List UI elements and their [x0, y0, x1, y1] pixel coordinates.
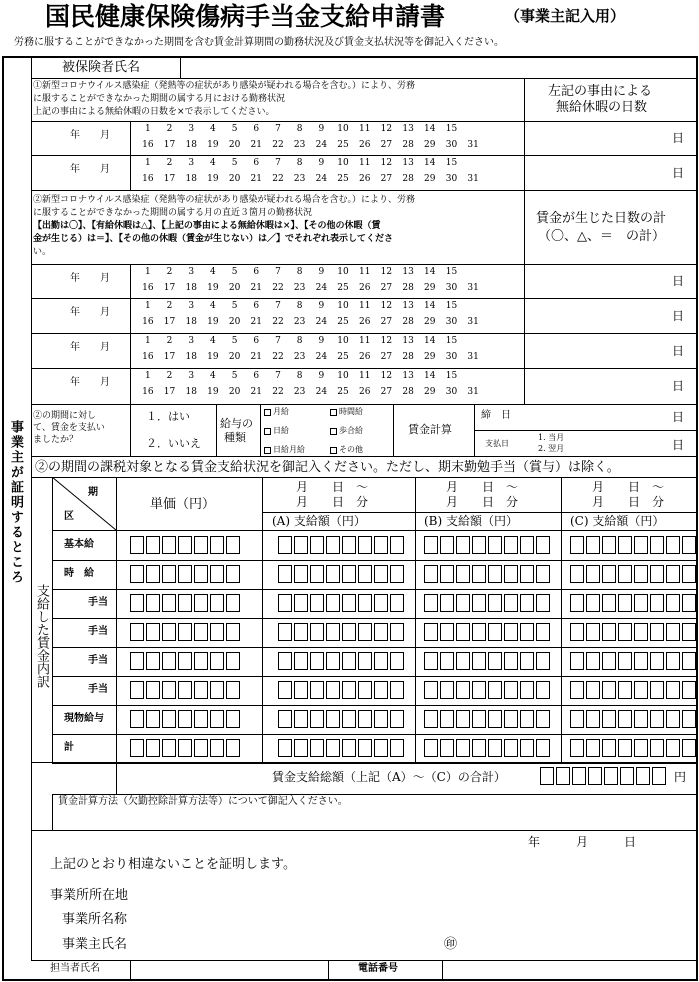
calc-method-label: 賃金計算方法（欠勤控除計算方法等）について御記入ください。: [58, 796, 348, 807]
section2-desc-line5: い。: [33, 247, 52, 257]
amount-boxes[interactable]: [570, 565, 698, 583]
wage-row-label: 手当: [88, 684, 108, 695]
amount-boxes[interactable]: [278, 565, 406, 583]
day-grid-row1[interactable]: 1 2 3 4 5 6 7 8 9 10 11 12 13 14 15: [144, 124, 458, 134]
unit-price-header: 単価（円）: [150, 497, 216, 512]
pay-type-label1: 給与の: [220, 417, 253, 430]
day-grid-row2[interactable]: 16 17 18 19 20 21 22 23 24 25 26 27 28 29 30 31: [142, 283, 479, 293]
day-count-unit: 日: [672, 344, 685, 358]
month-label: 年 月: [70, 164, 110, 175]
day-grid-row2[interactable]: 16 17 18 19 20 21 22 23 24 25 26 27 28 29 30 31: [142, 317, 479, 327]
period-c-from: 月 日 ～: [592, 480, 665, 494]
wage-row-label: 時 給: [64, 568, 94, 579]
col-c-header: (C) 支給額（円）: [570, 514, 665, 528]
section3-header: ②の期間の課税対象となる賃金支給状況を御記入ください。ただし、期末勤勉手当（賞与）は除く。: [35, 460, 620, 475]
seal-mark: ㊞: [444, 937, 458, 952]
amount-boxes[interactable]: [424, 623, 552, 641]
section1-desc-line2: に服することができなかった期間の属する月における勤務状況: [33, 94, 286, 104]
day-count-unit: 日: [672, 131, 685, 145]
amount-boxes[interactable]: [278, 623, 406, 641]
day-count-unit: 日: [672, 166, 685, 180]
amount-boxes[interactable]: [424, 710, 552, 728]
day-grid-row1[interactable]: 1 2 3 4 5 6 7 8 9 10 11 12 13 14 15: [144, 371, 458, 381]
month-label: 年 月: [70, 307, 110, 318]
pay-type-hourly[interactable]: 時間給: [330, 408, 363, 416]
day-count-unit: 日: [672, 274, 685, 288]
amount-boxes[interactable]: [278, 710, 406, 728]
amount-boxes[interactable]: [278, 739, 406, 757]
day-count-unit: 日: [672, 309, 685, 323]
amount-boxes[interactable]: [130, 710, 242, 728]
period-b-from: 月 日 ～: [446, 480, 519, 494]
pay-type-other[interactable]: その他: [330, 446, 363, 454]
amount-boxes[interactable]: [570, 681, 698, 699]
payment-no-option[interactable]: ２．いいえ: [146, 437, 201, 450]
month-label: 年 月: [70, 130, 110, 141]
amount-boxes[interactable]: [130, 565, 242, 583]
amount-boxes[interactable]: [424, 536, 552, 554]
month-label: 年 月: [70, 273, 110, 284]
amount-boxes[interactable]: [424, 565, 552, 583]
wage-row-label: 手当: [88, 655, 108, 666]
col-b-header: (B) 支給額（円）: [424, 514, 518, 528]
corner-category-label: 区: [64, 511, 74, 522]
day-grid-row1[interactable]: 1 2 3 4 5 6 7 8 9 10 11 12 13 14 15: [144, 158, 458, 168]
close-day-unit: 日: [672, 410, 685, 424]
month-label: 年 月: [70, 377, 110, 388]
wage-row-label: 計: [64, 742, 74, 753]
section2-desc-line2: に服することができなかった期間の属する月の直近３箇月の勤務状況: [33, 208, 313, 218]
total-amount-boxes[interactable]: [540, 767, 668, 785]
day-grid-row1[interactable]: 1 2 3 4 5 6 7 8 9 10 11 12 13 14 15: [144, 301, 458, 311]
amount-boxes[interactable]: [130, 681, 242, 699]
staff-name-label: 担当者氏名: [50, 963, 100, 974]
side-label: 事業主が証明するところ: [8, 420, 23, 585]
amount-boxes[interactable]: [570, 652, 698, 670]
payday-next-month[interactable]: 2. 翌月: [538, 444, 565, 453]
section2-desc-line3: 【出勤は〇】、【有給休暇は△】、【上記の事由による無給休暇は×】、【その他の休暇（賃: [33, 221, 381, 231]
period-a-to: 月 日 分: [296, 495, 369, 509]
amount-boxes[interactable]: [570, 536, 698, 554]
amount-boxes[interactable]: [278, 594, 406, 612]
insured-name-label: 被保険者氏名: [62, 60, 141, 75]
section1-right-header2: 無給休暇の日数: [556, 100, 648, 115]
day-grid-row2[interactable]: 16 17 18 19 20 21 22 23 24 25 26 27 28 29 30 31: [142, 352, 479, 362]
payment-yes-option[interactable]: １．はい: [146, 410, 190, 423]
wage-row-label: 手当: [88, 597, 108, 608]
day-grid-row1[interactable]: 1 2 3 4 5 6 7 8 9 10 11 12 13 14 15: [144, 336, 458, 346]
day-grid-row2[interactable]: 16 17 18 19 20 21 22 23 24 25 26 27 28 29 30 31: [142, 140, 479, 150]
wage-row-label: 現物給与: [64, 713, 104, 724]
form-title: 国民健康保険傷病手当金支給申請書: [45, 2, 446, 31]
cert-date[interactable]: 年 月 日: [528, 835, 637, 849]
owner-name-label: 事業主氏名: [62, 937, 128, 952]
instruction-text: 労務に服することができなかった期間を含む賃金計算期間の勤務状況及び賃金支払状況等を御記入ください。: [14, 37, 504, 48]
payment-question-line3: ましたか？: [33, 435, 79, 445]
amount-boxes[interactable]: [278, 652, 406, 670]
section2-right-header1: 賃金が生じた日数の計: [536, 211, 667, 226]
amount-boxes[interactable]: [130, 623, 242, 641]
wage-row-label: 手当: [88, 626, 108, 637]
day-count-unit: 日: [672, 379, 685, 393]
corner-diagonal: [52, 477, 116, 530]
pay-type-label2: 種類: [224, 431, 246, 444]
amount-boxes[interactable]: [570, 623, 698, 641]
form-title-suffix: （事業主記入用）: [505, 7, 626, 25]
cert-statement: 上記のとおり相違ないことを証明します。: [50, 857, 296, 872]
amount-boxes[interactable]: [130, 652, 242, 670]
day-grid-row2[interactable]: 16 17 18 19 20 21 22 23 24 25 26 27 28 29 30 31: [142, 387, 479, 397]
wage-row-label: 基本給: [64, 539, 94, 550]
company-name-label: 事業所名称: [62, 912, 128, 927]
pay-type-commission[interactable]: 歩合給: [330, 427, 363, 435]
period-c-to: 月 日 分: [592, 495, 665, 509]
amount-boxes[interactable]: [570, 594, 698, 612]
section1-desc-line1: ①新型コロナウイルス感染症（発熱等の症状があり感染が疑われる場合を含む。）により、労務: [33, 81, 415, 91]
close-day-label: 締 日: [481, 410, 511, 421]
section2-desc-line4: 金が生じる）は＝】、【その他の休暇（賃金が生じない）は／】でそれぞれ表示してくださ: [33, 234, 394, 244]
total-yen-unit: 円: [674, 770, 687, 784]
breakdown-label: 支給した賃金内訳: [34, 584, 49, 688]
phone-label: 電話番号: [358, 963, 398, 974]
total-label: 賃金支給総額（上記（A）～（C）の合計）: [272, 770, 506, 784]
amount-boxes[interactable]: [278, 536, 406, 554]
period-b-to: 月 日 分: [446, 495, 519, 509]
amount-boxes[interactable]: [278, 681, 406, 699]
amount-boxes[interactable]: [424, 594, 552, 612]
pay-calc-label: 賃金計算: [408, 423, 452, 436]
pay-type-daily[interactable]: 日給: [264, 427, 289, 435]
amount-boxes[interactable]: [570, 710, 698, 728]
corner-period-label: 期: [88, 487, 98, 498]
section2-desc-line1: ②新型コロナウイルス感染症（発熱等の症状があり感染が疑われる場合を含む。）により、労務: [33, 195, 415, 205]
day-grid-row2[interactable]: 16 17 18 19 20 21 22 23 24 25 26 27 28 29 30 31: [142, 174, 479, 184]
payday-label: 支払日: [485, 439, 509, 448]
month-label: 年 月: [70, 342, 110, 353]
period-a-from: 月 日 ～: [296, 480, 369, 494]
payday-unit: 日: [672, 438, 685, 452]
insured-name-field[interactable]: [181, 57, 695, 77]
pay-type-monthly[interactable]: 月給: [264, 408, 289, 416]
section1-right-header1: 左記の事由による: [548, 84, 653, 99]
day-grid-row1[interactable]: 1 2 3 4 5 6 7 8 9 10 11 12 13 14 15: [144, 267, 458, 277]
amount-boxes[interactable]: [570, 739, 698, 757]
section1-desc-line3: 上記の事由による無給休暇の日数を×で表示してください。: [33, 107, 275, 117]
payment-question-line2: て、賃金を支払い: [33, 423, 105, 433]
amount-boxes[interactable]: [424, 681, 552, 699]
col-a-header: (A) 支給額（円）: [272, 514, 366, 528]
amount-boxes[interactable]: [130, 594, 242, 612]
section2-right-header2: （〇、△、＝ の計）: [538, 229, 665, 244]
payment-question-line1: ②の期間に対し: [33, 411, 97, 421]
amount-boxes[interactable]: [130, 739, 242, 757]
payday-this-month[interactable]: 1. 当月: [538, 433, 565, 442]
amount-boxes[interactable]: [130, 536, 242, 554]
company-address-label: 事業所所在地: [50, 888, 129, 903]
pay-type-daily-monthly[interactable]: 日給月給: [264, 446, 305, 454]
amount-boxes[interactable]: [424, 652, 552, 670]
amount-boxes[interactable]: [424, 739, 552, 757]
